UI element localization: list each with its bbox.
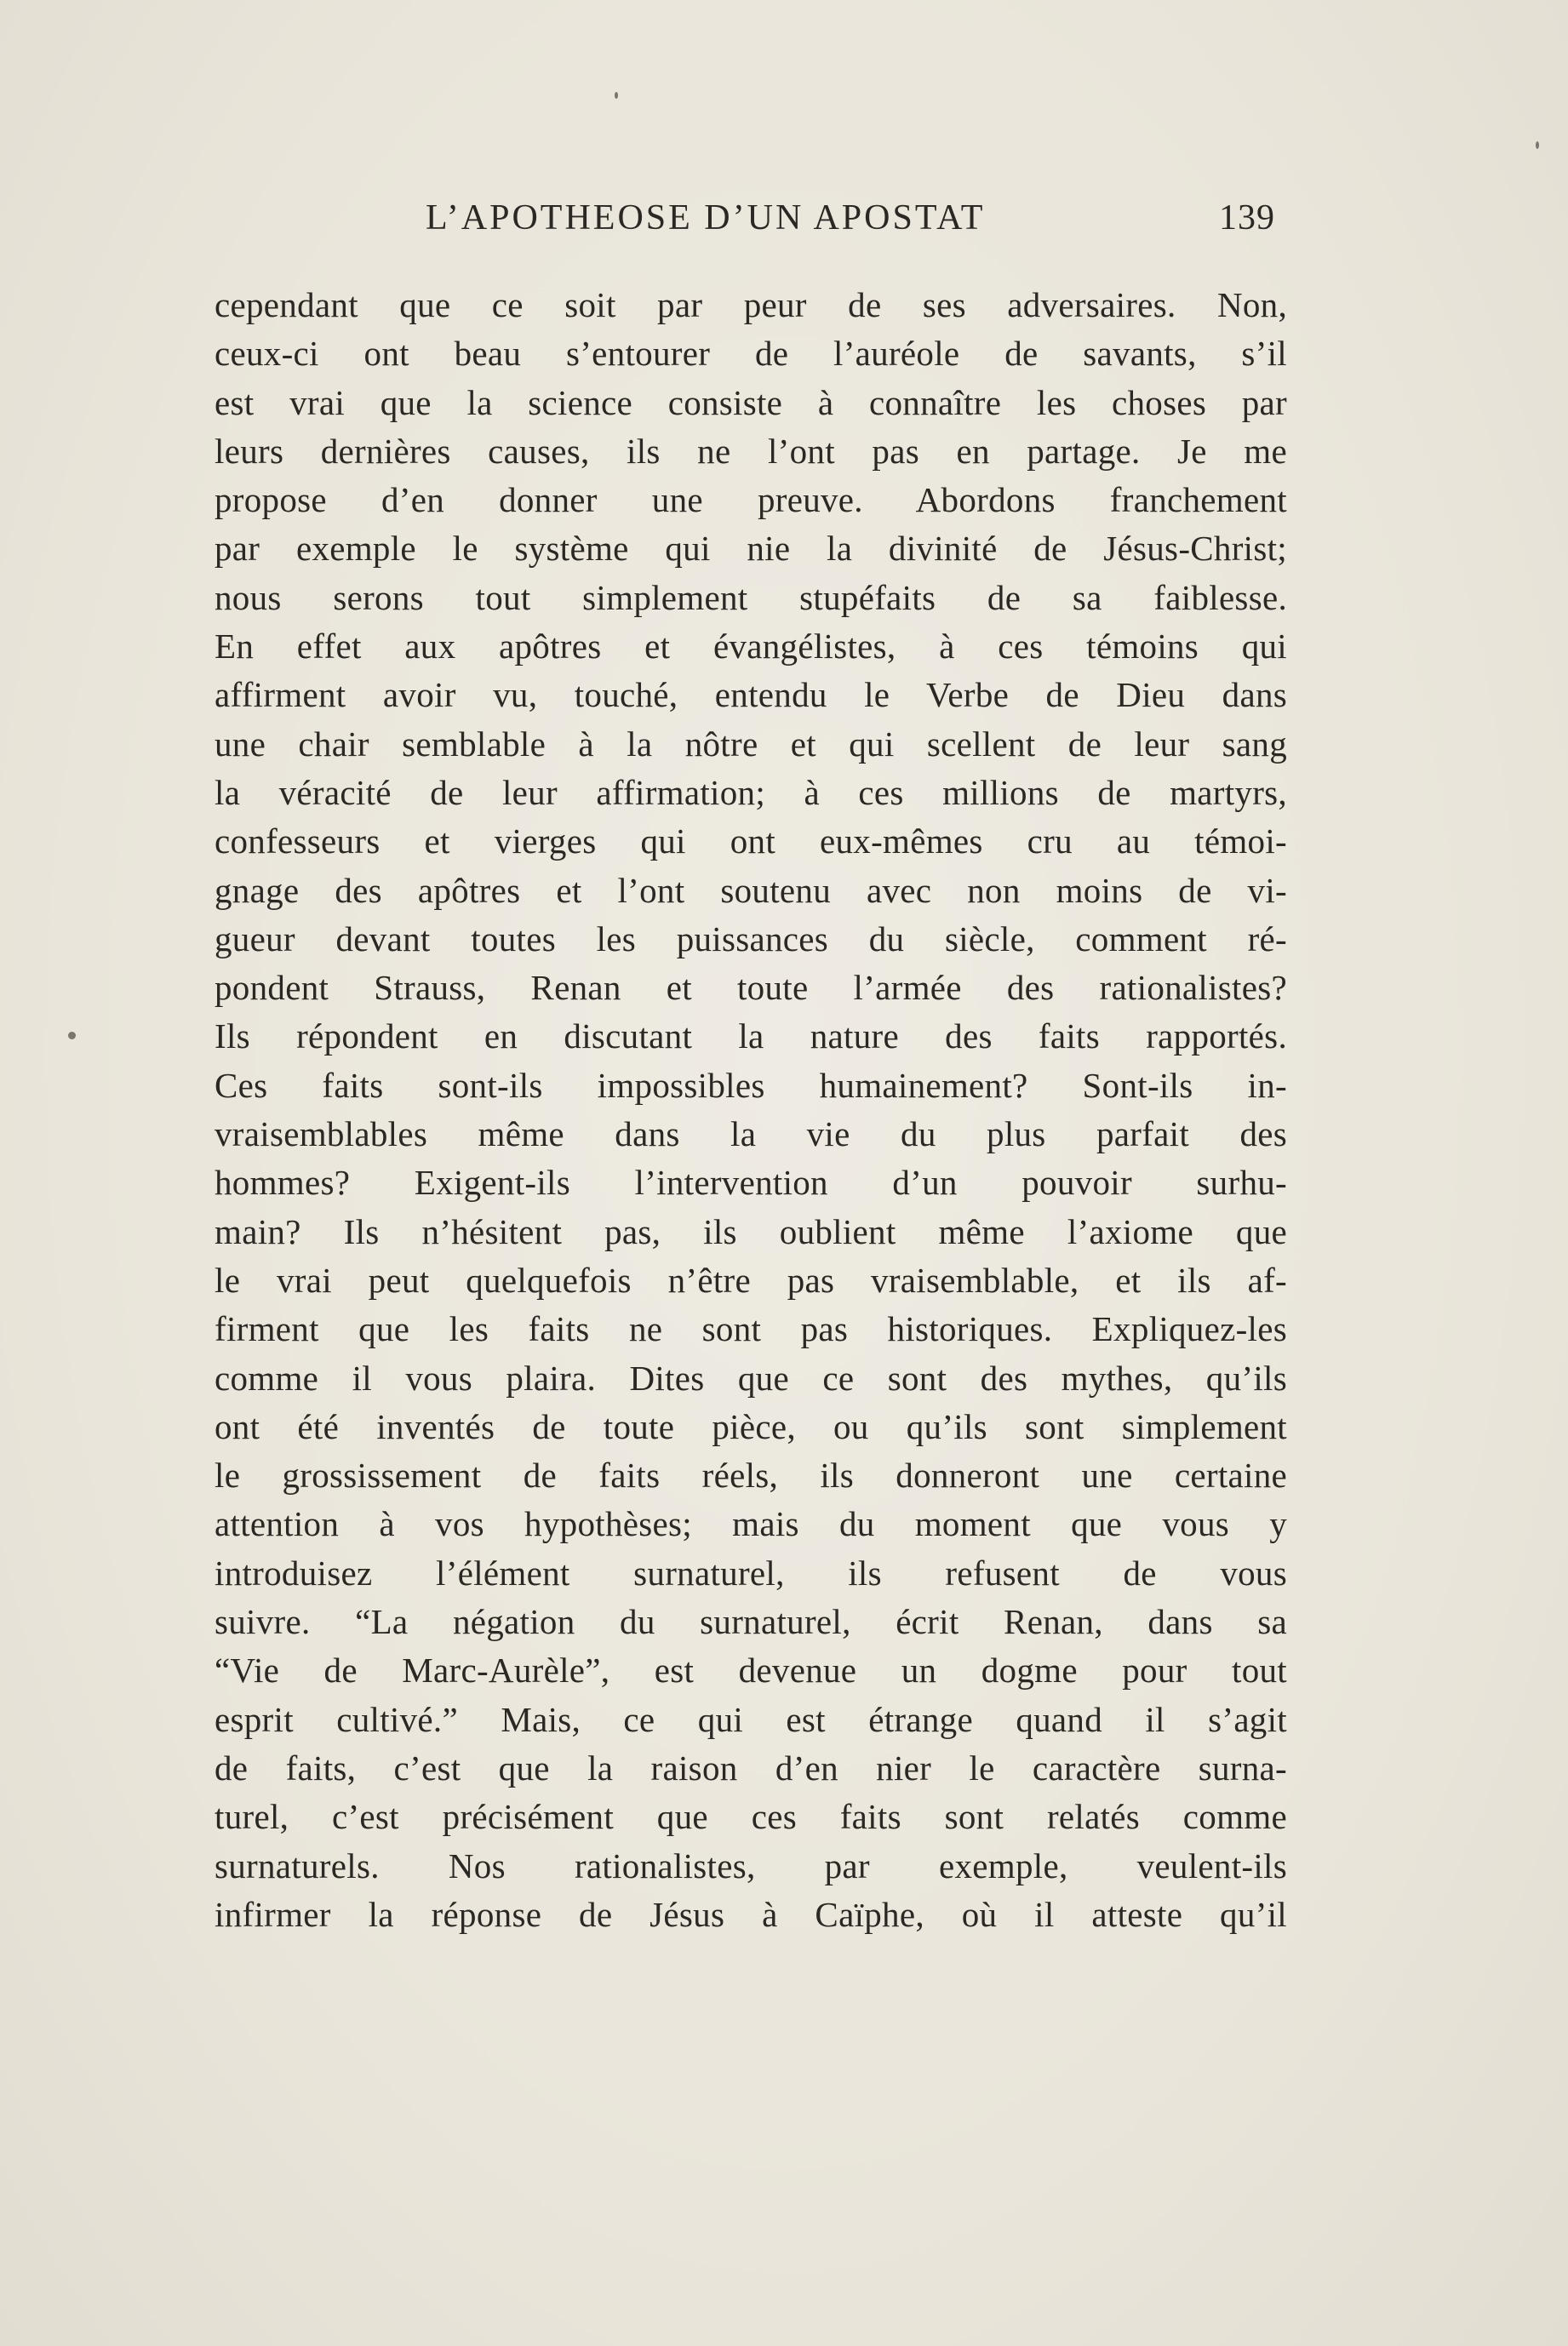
body-text — [215, 281, 1287, 1939]
text-line: vraisemblables même dans la vie du plus parfait des — [215, 1114, 1287, 1154]
text-line: esprit cultivé.” Mais, ce qui est étrange quand il s’agit — [215, 1699, 1287, 1739]
text-line: de faits, c’est que la raison d’en nier le caractère surna- — [215, 1748, 1287, 1788]
speck-mark — [1536, 141, 1539, 149]
text-line: ceux-ci ont beau s’entourer de l’auréole de savants, s’il — [215, 334, 1287, 374]
text-line: leurs dernières causes, ils ne l’ont pas en partage. Je me — [215, 431, 1287, 471]
text-line: hommes? Exigent-ils l’intervention d’un pouvoir surhu- — [215, 1163, 1287, 1203]
text-line: ont été inventés de toute pièce, ou qu’ils sont simplement — [215, 1406, 1287, 1446]
text-line: main? Ils n’hésitent pas, ils oublient même l’axiome que — [215, 1211, 1287, 1251]
text-line: turel, c’est précisément que ces faits sont relatés comme — [215, 1797, 1287, 1837]
text-line: le vrai peut quelquefois n’être pas vraisemblable, et ils af- — [215, 1260, 1287, 1300]
text-line: surnaturels. Nos rationalistes, par exemple, veulent-ils — [215, 1845, 1287, 1885]
running-head — [0, 197, 1568, 249]
text-line: infirmer la réponse de Jésus à Caïphe, où il atteste qu’il — [215, 1894, 1287, 1934]
text-line: nous serons tout simplement stupéfaits de sa faiblesse. — [215, 577, 1287, 617]
text-line: propose d’en donner une preuve. Abordons franchement — [215, 480, 1287, 520]
text-line: Ils répondent en discutant la nature des faits rapportés. — [215, 1016, 1287, 1056]
text-line: firment que les faits ne sont pas historiques. Expliquez-les — [215, 1309, 1287, 1349]
text-line: confesseurs et vierges qui ont eux-mêmes cru au témoi- — [215, 821, 1287, 861]
text-line: “Vie de Marc-Aurèle”, est devenue un dogme pour tout — [215, 1651, 1287, 1691]
text-line: le grossissement de faits réels, ils donneront une certaine — [215, 1456, 1287, 1496]
text-line: la véracité de leur affirmation; à ces millions de martyrs, — [215, 772, 1287, 812]
text-line: introduisez l’élément surnaturel, ils refusent de vous — [215, 1553, 1287, 1593]
speck-mark — [68, 1032, 76, 1039]
text-line: affirment avoir vu, touché, entendu le Verbe de Dieu dans — [215, 675, 1287, 715]
text-line: gnage des apôtres et l’ont soutenu avec non moins de vi- — [215, 870, 1287, 910]
text-line: pondent Strauss, Renan et toute l’armée des rationalistes? — [215, 968, 1287, 1008]
running-title: L’APOTHEOSE D’UN APOSTAT — [426, 198, 986, 237]
text-line: une chair semblable à la nôtre et qui scellent de leur sang — [215, 724, 1287, 764]
text-line: gueur devant toutes les puissances du siècle, comment ré- — [215, 918, 1287, 958]
speck-mark — [615, 92, 618, 99]
text-line: suivre. “La négation du surnaturel, écrit Renan, dans sa — [215, 1602, 1287, 1642]
page-number: 139 — [1219, 198, 1275, 237]
text-line: par exemple le système qui nie la divinité de Jésus-Christ; — [215, 529, 1287, 569]
text-line: comme il vous plaira. Dites que ce sont des mythes, qu’ils — [215, 1358, 1287, 1398]
text-line: attention à vos hypothèses; mais du moment que vous y — [215, 1504, 1287, 1544]
text-line: En effet aux apôtres et évangélistes, à ces témoins qui — [215, 627, 1287, 667]
text-line: cependant que ce soit par peur de ses adversaires. Non, — [215, 285, 1287, 324]
text-line: Ces faits sont-ils impossibles humainement? Sont-ils in- — [215, 1065, 1287, 1105]
text-line: est vrai que la science consiste à connaître les choses par — [215, 382, 1287, 422]
